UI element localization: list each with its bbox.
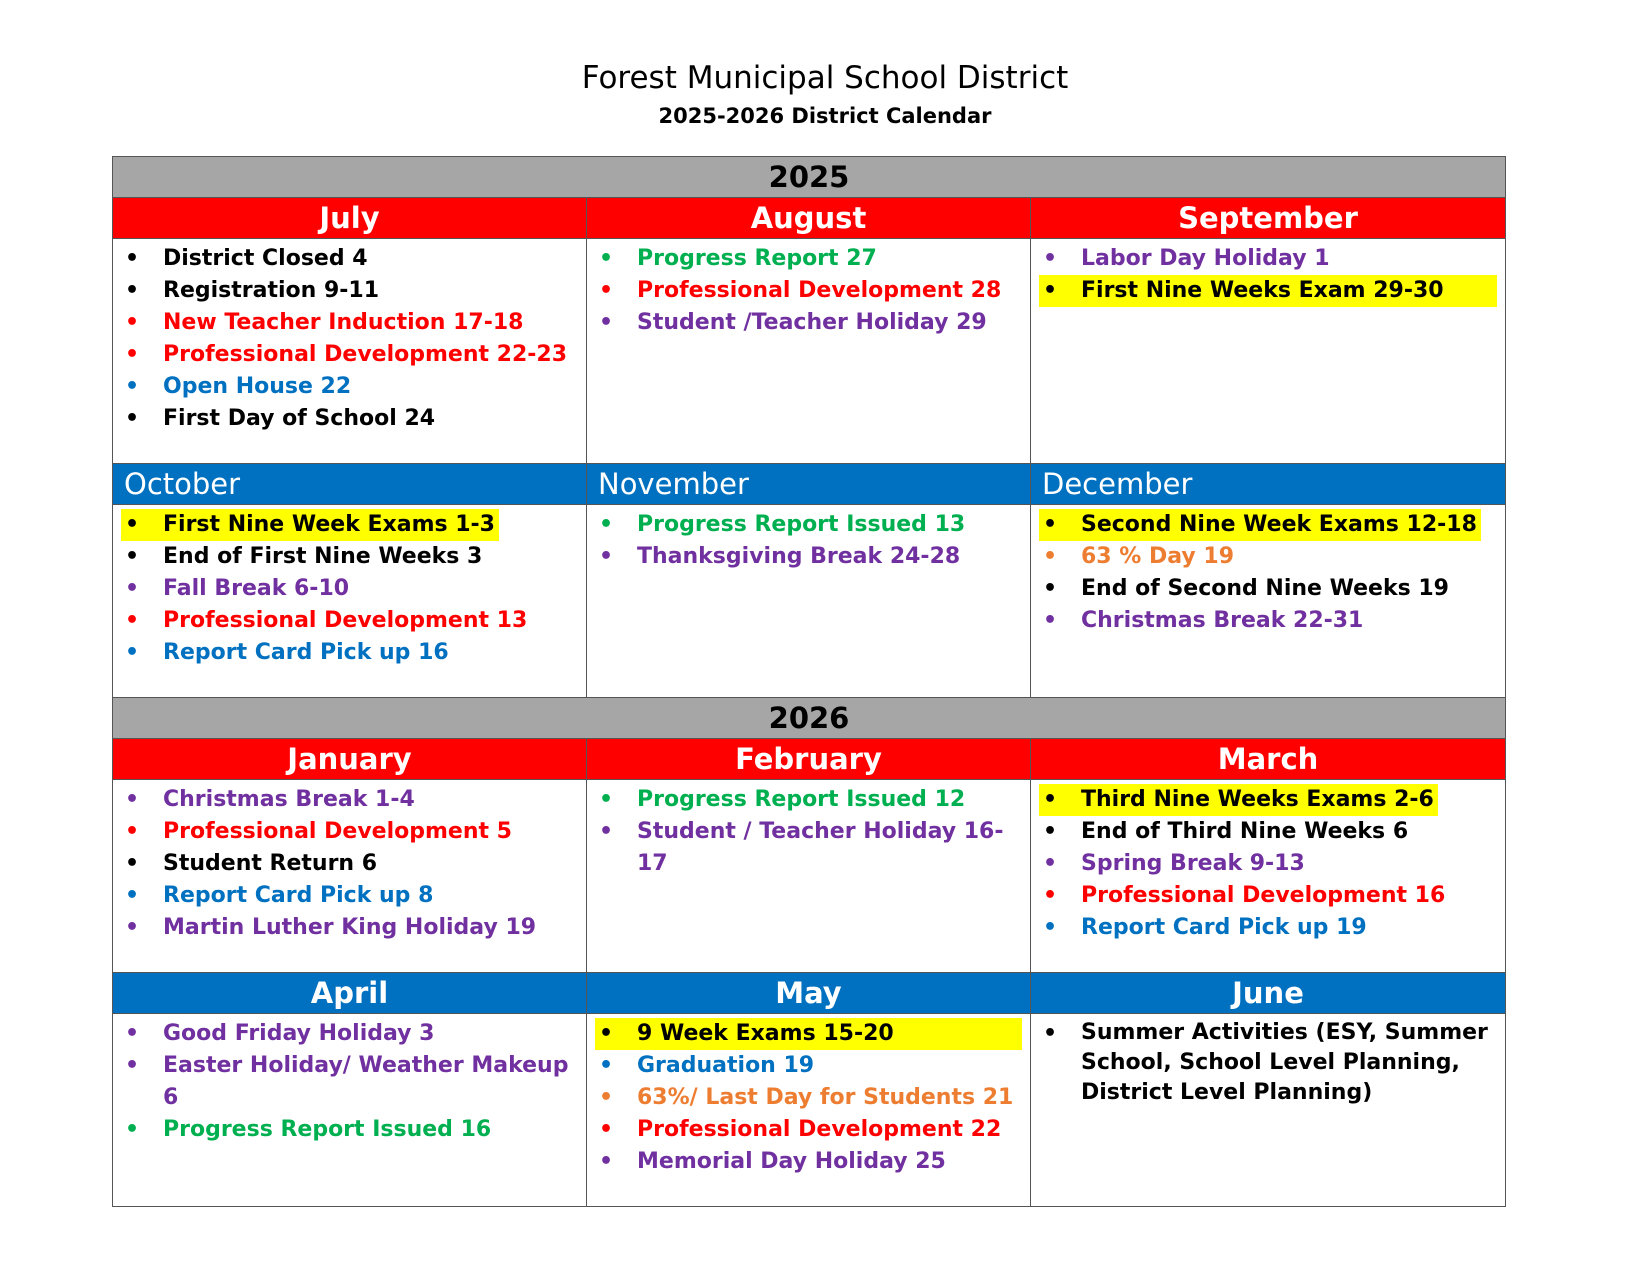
event-item bbox=[121, 275, 578, 307]
event-item bbox=[1039, 509, 1481, 541]
event-item bbox=[595, 307, 1022, 339]
event-list bbox=[113, 239, 586, 435]
bullet-icon: • bbox=[125, 278, 140, 303]
bullet-icon: • bbox=[1043, 851, 1058, 876]
event-list bbox=[1031, 1014, 1505, 1108]
month-events-row bbox=[113, 1014, 1506, 1207]
event-text: Student / Teacher Holiday 16-17 bbox=[637, 819, 1004, 876]
event-text: Thanksgiving Break 24-28 bbox=[637, 544, 961, 569]
event-text: First Day of School 24 bbox=[163, 406, 436, 431]
event-item bbox=[121, 307, 578, 339]
bullet-icon: • bbox=[599, 512, 614, 537]
month-cell-august bbox=[587, 239, 1031, 464]
bullet-icon: • bbox=[1043, 278, 1058, 303]
document-subtitle: 2025-2026 District Calendar bbox=[658, 104, 992, 128]
bullet-icon: • bbox=[599, 544, 614, 569]
event-text: Student Return 6 bbox=[163, 851, 378, 876]
event-text: 9 Week Exams 15-20 bbox=[637, 1021, 894, 1046]
event-text: 63 % Day 19 bbox=[1081, 544, 1235, 569]
month-events-row bbox=[113, 239, 1506, 464]
event-text: Registration 9-11 bbox=[163, 278, 380, 303]
bullet-icon: • bbox=[125, 246, 140, 271]
bullet-icon: • bbox=[125, 406, 140, 431]
event-text: Report Card Pick up 8 bbox=[163, 883, 434, 908]
event-text: Progress Report Issued 16 bbox=[163, 1117, 492, 1142]
bullet-icon: • bbox=[125, 1021, 140, 1046]
event-item bbox=[1039, 275, 1497, 307]
event-text: Professional Development 22-23 bbox=[163, 342, 568, 367]
month-cell-october bbox=[113, 505, 587, 698]
event-item bbox=[1039, 243, 1497, 275]
event-text: New Teacher Induction 17-18 bbox=[163, 310, 524, 335]
year-row-2026 bbox=[113, 698, 1506, 739]
event-list bbox=[113, 780, 586, 944]
event-text: Spring Break 9-13 bbox=[1081, 851, 1305, 876]
month-cell-december bbox=[1031, 505, 1506, 698]
bullet-icon: • bbox=[599, 1085, 614, 1110]
month-cell-november bbox=[587, 505, 1031, 698]
month-events-row bbox=[113, 505, 1506, 698]
bullet-icon: • bbox=[1043, 544, 1058, 569]
event-item bbox=[121, 1114, 578, 1146]
bullet-icon: • bbox=[599, 1149, 614, 1174]
bullet-icon: • bbox=[125, 544, 140, 569]
event-item bbox=[121, 371, 578, 403]
month-header-october: October bbox=[113, 464, 587, 505]
bullet-icon: • bbox=[1043, 608, 1058, 633]
month-cell-february bbox=[587, 780, 1031, 973]
event-text: Summer Activities (ESY, Summer School, School Level Planning, District Level Planning) bbox=[1081, 1020, 1488, 1105]
event-text: Memorial Day Holiday 25 bbox=[637, 1149, 946, 1174]
bullet-icon: • bbox=[599, 819, 614, 844]
event-text: Professional Development 28 bbox=[637, 278, 1002, 303]
month-cell-june bbox=[1031, 1014, 1506, 1207]
event-item bbox=[1039, 880, 1497, 912]
event-item bbox=[595, 784, 1022, 816]
bullet-icon: • bbox=[1043, 576, 1058, 601]
event-item bbox=[595, 1018, 1022, 1050]
event-text: Report Card Pick up 19 bbox=[1081, 915, 1367, 940]
month-cell-may bbox=[587, 1014, 1031, 1207]
event-list bbox=[587, 1014, 1030, 1178]
event-item bbox=[595, 1050, 1022, 1082]
event-item bbox=[121, 816, 578, 848]
bullet-icon: • bbox=[1043, 883, 1058, 908]
event-item bbox=[121, 1050, 578, 1114]
bullet-icon: • bbox=[599, 246, 614, 271]
event-item bbox=[121, 541, 578, 573]
bullet-icon: • bbox=[1043, 787, 1058, 812]
event-text: 63%/ Last Day for Students 21 bbox=[637, 1085, 1014, 1110]
event-list bbox=[587, 780, 1030, 880]
event-text: Second Nine Week Exams 12-18 bbox=[1081, 512, 1477, 537]
bullet-icon: • bbox=[599, 278, 614, 303]
month-header-march: March bbox=[1031, 739, 1506, 780]
month-header-february: February bbox=[587, 739, 1031, 780]
event-item bbox=[121, 573, 578, 605]
event-item bbox=[121, 880, 578, 912]
bullet-icon: • bbox=[125, 787, 140, 812]
event-text: Report Card Pick up 16 bbox=[163, 640, 449, 665]
event-text: Fall Break 6-10 bbox=[163, 576, 350, 601]
event-list bbox=[587, 505, 1030, 573]
month-header-november: November bbox=[587, 464, 1031, 505]
bullet-icon: • bbox=[125, 342, 140, 367]
month-header-may: May bbox=[587, 973, 1031, 1014]
month-header-row bbox=[113, 739, 1506, 780]
event-text: District Closed 4 bbox=[163, 246, 368, 271]
bullet-icon: • bbox=[599, 310, 614, 335]
year-label: 2025 bbox=[113, 157, 1506, 198]
month-header-september: September bbox=[1031, 198, 1506, 239]
event-item bbox=[121, 403, 578, 435]
month-cell-september bbox=[1031, 239, 1506, 464]
event-item bbox=[121, 605, 578, 637]
event-item bbox=[121, 1018, 578, 1050]
bullet-icon: • bbox=[1043, 246, 1058, 271]
event-text: Christmas Break 22-31 bbox=[1081, 608, 1364, 633]
year-row-2025 bbox=[113, 157, 1506, 198]
event-text: End of First Nine Weeks 3 bbox=[163, 544, 483, 569]
bullet-icon: • bbox=[599, 1117, 614, 1142]
event-item bbox=[595, 816, 1022, 880]
event-item bbox=[1039, 1018, 1497, 1108]
event-text: Easter Holiday/ Weather Makeup 6 bbox=[163, 1053, 569, 1110]
event-item bbox=[1039, 605, 1497, 637]
event-item bbox=[595, 541, 1022, 573]
month-cell-july bbox=[113, 239, 587, 464]
event-text: Open House 22 bbox=[163, 374, 352, 399]
event-text: End of Second Nine Weeks 19 bbox=[1081, 576, 1449, 601]
bullet-icon: • bbox=[125, 640, 140, 665]
event-item bbox=[121, 784, 578, 816]
bullet-icon: • bbox=[125, 883, 140, 908]
month-events-row bbox=[113, 780, 1506, 973]
event-text: Good Friday Holiday 3 bbox=[163, 1021, 435, 1046]
event-list bbox=[1031, 239, 1505, 307]
event-item bbox=[1039, 541, 1497, 573]
event-text: First Nine Weeks Exam 29-30 bbox=[1081, 278, 1444, 303]
event-list bbox=[1031, 505, 1505, 637]
event-text: First Nine Week Exams 1-3 bbox=[163, 512, 495, 537]
event-item bbox=[595, 1082, 1022, 1114]
bullet-icon: • bbox=[125, 512, 140, 537]
bullet-icon: • bbox=[599, 1021, 614, 1046]
event-text: Progress Report Issued 12 bbox=[637, 787, 966, 812]
event-text: Professional Development 22 bbox=[637, 1117, 1002, 1142]
event-item bbox=[595, 509, 1022, 541]
bullet-icon: • bbox=[599, 787, 614, 812]
event-item bbox=[595, 243, 1022, 275]
event-text: Professional Development 13 bbox=[163, 608, 528, 633]
event-text: Professional Development 16 bbox=[1081, 883, 1446, 908]
bullet-icon: • bbox=[1043, 819, 1058, 844]
event-text: Progress Report 27 bbox=[637, 246, 877, 271]
bullet-icon: • bbox=[125, 576, 140, 601]
calendar-table bbox=[112, 156, 1506, 1207]
event-text: Graduation 19 bbox=[637, 1053, 815, 1078]
month-header-april: April bbox=[113, 973, 587, 1014]
event-item bbox=[121, 848, 578, 880]
document-title: Forest Municipal School District bbox=[581, 60, 1069, 96]
event-item bbox=[595, 1146, 1022, 1178]
event-text: Third Nine Weeks Exams 2-6 bbox=[1081, 787, 1434, 812]
year-label: 2026 bbox=[113, 698, 1506, 739]
bullet-icon: • bbox=[125, 608, 140, 633]
event-item bbox=[121, 637, 578, 669]
event-text: End of Third Nine Weeks 6 bbox=[1081, 819, 1409, 844]
month-cell-april bbox=[113, 1014, 587, 1207]
event-list bbox=[587, 239, 1030, 339]
event-list bbox=[113, 505, 586, 669]
month-header-row bbox=[113, 198, 1506, 239]
bullet-icon: • bbox=[125, 915, 140, 940]
event-item bbox=[121, 243, 578, 275]
bullet-icon: • bbox=[599, 1053, 614, 1078]
bullet-icon: • bbox=[125, 851, 140, 876]
bullet-icon: • bbox=[1043, 1021, 1058, 1046]
month-header-december: December bbox=[1031, 464, 1506, 505]
event-text: Professional Development 5 bbox=[163, 819, 512, 844]
month-header-july: July bbox=[113, 198, 587, 239]
event-item bbox=[595, 1114, 1022, 1146]
month-header-row bbox=[113, 464, 1506, 505]
bullet-icon: • bbox=[125, 1117, 140, 1142]
event-item bbox=[1039, 816, 1497, 848]
bullet-icon: • bbox=[1043, 915, 1058, 940]
month-header-january: January bbox=[113, 739, 587, 780]
bullet-icon: • bbox=[125, 819, 140, 844]
event-text: Student /Teacher Holiday 29 bbox=[637, 310, 987, 335]
event-text: Progress Report Issued 13 bbox=[637, 512, 966, 537]
event-item bbox=[1039, 784, 1438, 816]
bullet-icon: • bbox=[125, 1053, 140, 1078]
event-item bbox=[121, 509, 499, 541]
month-header-august: August bbox=[587, 198, 1031, 239]
bullet-icon: • bbox=[1043, 512, 1058, 537]
month-header-june: June bbox=[1031, 973, 1506, 1014]
event-item bbox=[595, 275, 1022, 307]
event-text: Labor Day Holiday 1 bbox=[1081, 246, 1330, 271]
event-item bbox=[1039, 912, 1497, 944]
event-text: Martin Luther King Holiday 19 bbox=[163, 915, 537, 940]
event-item bbox=[121, 339, 578, 371]
event-list bbox=[113, 1014, 586, 1146]
month-header-row bbox=[113, 973, 1506, 1014]
month-cell-march bbox=[1031, 780, 1506, 973]
event-list bbox=[1031, 780, 1505, 944]
bullet-icon: • bbox=[125, 374, 140, 399]
month-cell-january bbox=[113, 780, 587, 973]
event-item bbox=[121, 912, 578, 944]
event-text: Christmas Break 1-4 bbox=[163, 787, 415, 812]
bullet-icon: • bbox=[125, 310, 140, 335]
event-item bbox=[1039, 573, 1497, 605]
event-item bbox=[1039, 848, 1497, 880]
